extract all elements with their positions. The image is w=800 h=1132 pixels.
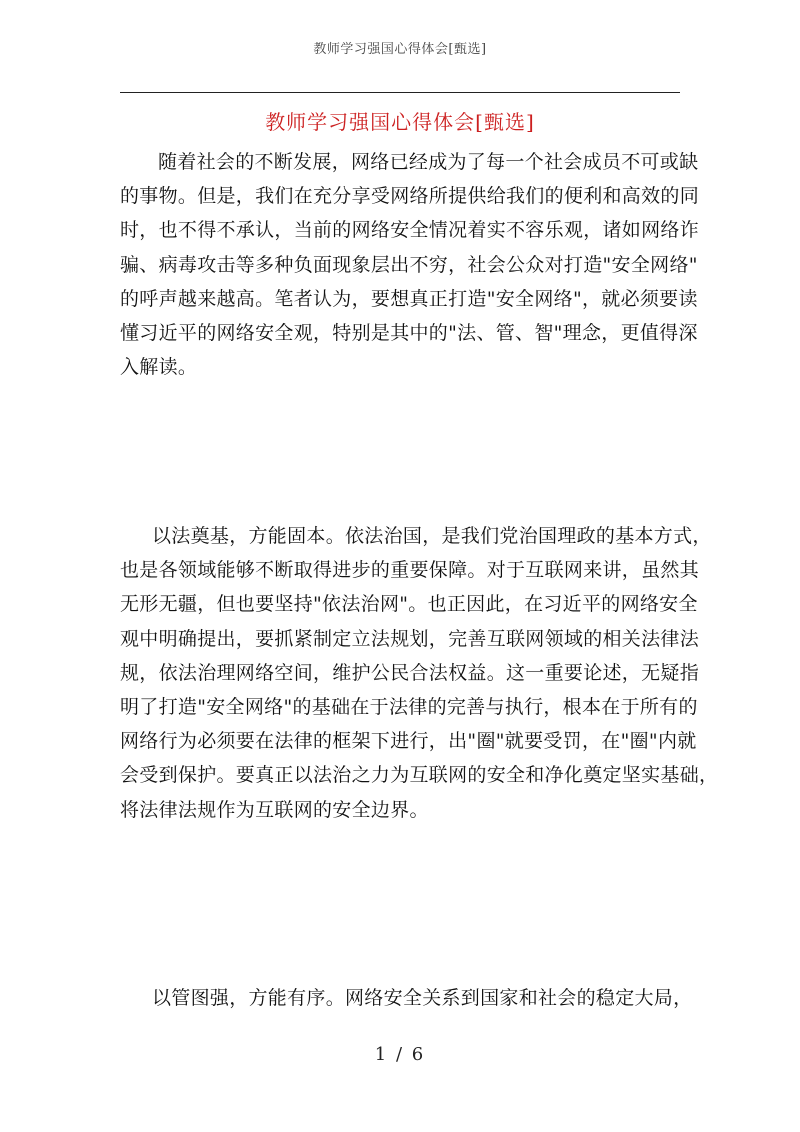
paragraph-line: 以法奠基，方能固本。依法治国，是我们党治国理政的基本方式， [152, 525, 712, 547]
paragraph-line: 会受到保护。要真正以法治之力为互联网的安全和净化奠定坚实基础， [120, 764, 719, 787]
paragraph-line: 骗、病毒攻击等多种负面现象层出不穷，社会公众对打造"安全网络" [120, 253, 698, 276]
paragraph-line: 的呼声越来越高。笔者认为，要想真正打造"安全网络"，就必须要读 [120, 287, 698, 310]
paragraph-line: 规，依法治理网络空间，维护公民合法权益。这一重要论述，无疑指 [120, 661, 700, 684]
paragraph-line: 无形无疆，但也要坚持"依法治网"。也正因此，在习近平的网络安全 [120, 593, 698, 616]
header-divider [120, 92, 680, 93]
page-number: 1 / 6 [374, 1044, 426, 1065]
paragraph-line: 以管图强，方能有序。网络安全关系到国家和社会的稳定大局， [152, 987, 693, 1009]
paragraph-line: 时，也不得不承认，当前的网络安全情况着实不容乐观，诸如网络诈 [120, 219, 700, 242]
paragraph-line: 入解读。 [120, 356, 198, 379]
paragraph-management [120, 981, 693, 1015]
paragraph-intro [120, 145, 700, 384]
paragraph-line: 的事物。但是，我们在充分享受网络所提供给我们的便利和高效的同 [120, 185, 700, 208]
paragraph-law [120, 519, 719, 827]
paragraph-line: 懂习近平的网络安全观，特别是其中的"法、管、智"理念，更值得深 [120, 322, 698, 345]
paragraph-line: 明了打造"安全网络"的基础在于法律的完善与执行，根本在于所有的 [120, 696, 698, 719]
paragraph-line: 网络行为必须要在法律的框架下进行，出"圈"就要受罚，在"圈"内就 [120, 730, 697, 753]
running-header: 教师学习强国心得体会[甄选] [313, 42, 487, 57]
paragraph-line: 将法律法规作为互联网的安全边界。 [120, 798, 429, 821]
paragraph-line: 随着社会的不断发展，网络已经成为了每一个社会成员不可或缺 [158, 151, 699, 173]
document-title: 教师学习强国心得体会[甄选] [265, 110, 535, 134]
paragraph-line: 也是各领域能够不断取得进步的重要保障。对于互联网来讲，虽然其 [120, 559, 700, 582]
paragraph-line: 观中明确提出，要抓紧制定立法规划，完善互联网领域的相关法律法 [120, 627, 700, 650]
